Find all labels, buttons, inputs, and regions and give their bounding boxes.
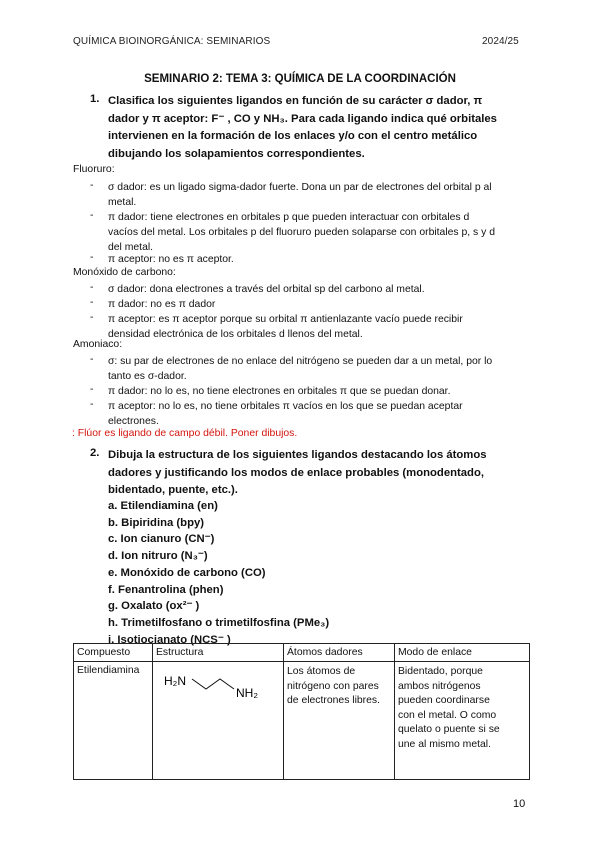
bullet-dash: - — [90, 354, 94, 365]
q1-number: 1. — [90, 93, 100, 105]
line: Los átomos de — [287, 666, 356, 677]
q2-line: Dibuja la estructura de los siguientes ligandos destacando los átomos — [108, 449, 487, 461]
q2-item: b. Bipiridina (bpy) — [108, 516, 205, 529]
teacher-note: : Flúor es ligando de campo débil. Poner dibujos. — [72, 428, 298, 439]
q2-items — [108, 498, 329, 648]
header-cell: Estructura — [153, 644, 284, 662]
line: π aceptor: no lo es, no tiene orbitales π vacíos en los que se puedan aceptar — [108, 401, 463, 412]
amoniaco-item — [108, 354, 528, 384]
q2-line: dadores y justificando los modos de enlace probables (monodentado, — [108, 466, 484, 479]
line: metal. — [108, 197, 137, 208]
line: π dador: no es π dador — [108, 299, 216, 310]
q2-item: g. Oxalato (ox²⁻ ) — [108, 600, 200, 613]
bullet-dash: - — [90, 282, 94, 293]
table-row — [74, 662, 530, 780]
q1-line: intervienen en la formación de los enlaces y/o con el centro metálico — [108, 130, 478, 142]
q2-item: e. Monóxido de carbono (CO) — [108, 566, 266, 579]
carbon-chain-bonds — [192, 679, 234, 689]
header-cell: Modo de enlace — [395, 644, 530, 662]
q1-line: dador y π aceptor: F⁻ , CO y NH₃. Para cada ligando indica qué orbitales — [108, 112, 497, 125]
header-cell: Átomos dadores — [284, 644, 395, 662]
q2-item: i. Isotiocianato (NCS⁻ ) — [108, 633, 231, 646]
fluoruro-heading: Fluoruro: — [73, 164, 115, 175]
bullet-dash: - — [90, 180, 94, 191]
line: con el metal. O como — [398, 709, 497, 721]
line: Bidentado, porque — [398, 666, 483, 677]
structure-left-label: H₂N — [164, 674, 186, 688]
line: electrones. — [108, 416, 159, 427]
ethylenediamine-structure — [156, 665, 280, 705]
q2-line: bidentado, puente, etc.). — [108, 484, 238, 496]
bullet-dash: - — [90, 252, 94, 263]
header-cell: Compuesto — [74, 644, 153, 662]
bullet-dash: - — [90, 399, 94, 410]
fluoruro-item — [108, 180, 528, 210]
header-left: QUÍMICA BIOINORGÁNICA: SEMINARIOS — [73, 36, 271, 47]
header-right: 2024/25 — [482, 36, 519, 47]
q2-item: c. Ion cianuro (CN⁻) — [108, 533, 215, 546]
bullet-dash: - — [90, 312, 94, 323]
bullet-dash: - — [90, 384, 94, 395]
cell-compuesto: Etilendiamina — [74, 662, 153, 780]
line: π dador: no lo es, no tiene electrones en orbitales π que se puedan donar. — [108, 386, 451, 397]
line: pueden coordinarse — [398, 695, 490, 706]
cell-estructura — [153, 662, 284, 780]
amoniaco-item — [108, 399, 528, 429]
q2-item: d. Ion nitruro (N₃⁻) — [108, 550, 208, 563]
line: ambos nitrógenos — [398, 680, 481, 692]
bullet-dash: - — [90, 210, 94, 221]
line: densidad electrónica de los orbitales d llenos del metal. — [108, 329, 363, 340]
line: σ: su par de electrones de no enlace del nitrógeno se pueden dar a un metal, por lo — [108, 356, 493, 367]
q1-line: Clasifica los siguientes ligandos en función de su carácter σ dador, π — [108, 95, 483, 107]
line: de electrones libres. — [287, 695, 380, 706]
monoxido-heading: Monóxido de carbono: — [73, 267, 176, 278]
structure-right-label: NH₂ — [236, 686, 258, 700]
fluoruro-item — [108, 210, 528, 255]
line: σ dador: es un ligado sigma-dador fuerte. Dona un par de electrones del orbital p al — [108, 182, 492, 193]
line: nitrógeno con pares — [287, 680, 379, 692]
line: σ dador: dona electrones a través del orbital sp del carbono al metal. — [108, 284, 425, 295]
fluoruro-item — [108, 252, 528, 267]
monoxido-item — [108, 297, 528, 312]
amoniaco-heading: Amoniaco: — [73, 339, 123, 350]
ligand-table — [73, 643, 530, 780]
line: del metal. — [108, 242, 154, 253]
line: π aceptor: no es π aceptor. — [108, 254, 234, 265]
q2-item: a. Etilendiamina (en) — [108, 500, 218, 512]
q1-line: dibujando los solapamientos correspondientes. — [108, 147, 365, 160]
bullet-dash: - — [90, 297, 94, 308]
line: vacíos del metal. Los orbitales p del fluoruro pueden solaparse con orbitales p, s y d — [108, 227, 495, 238]
line: quelato o puente si se — [398, 724, 500, 735]
line: tanto es σ-dador. — [108, 371, 187, 382]
monoxido-item — [108, 282, 528, 297]
cell-modo — [395, 662, 530, 780]
q2-item: h. Trimetilfosfano o trimetilfosfina (PMe₃) — [108, 616, 330, 629]
amoniaco-item — [108, 384, 528, 399]
q2-item: f. Fenantrolina (phen) — [108, 583, 224, 596]
page-number: 10 — [513, 798, 526, 810]
line: une al mismo metal. — [398, 738, 491, 750]
page-title: SEMINARIO 2: TEMA 3: QUÍMICA DE LA COORDINACIÓN — [144, 73, 456, 85]
q1-text — [108, 93, 528, 163]
cell-atomos — [284, 662, 395, 780]
q2-number: 2. — [90, 447, 100, 459]
q2-text — [108, 447, 528, 500]
monoxido-item — [108, 312, 528, 342]
line: π aceptor: es π aceptor porque su orbital π antienlazante vacío puede recibir — [108, 314, 463, 325]
table-header-row — [74, 644, 530, 662]
line: π dador: tiene electrones en orbitales p que pueden interactuar con orbitales d — [108, 212, 470, 223]
